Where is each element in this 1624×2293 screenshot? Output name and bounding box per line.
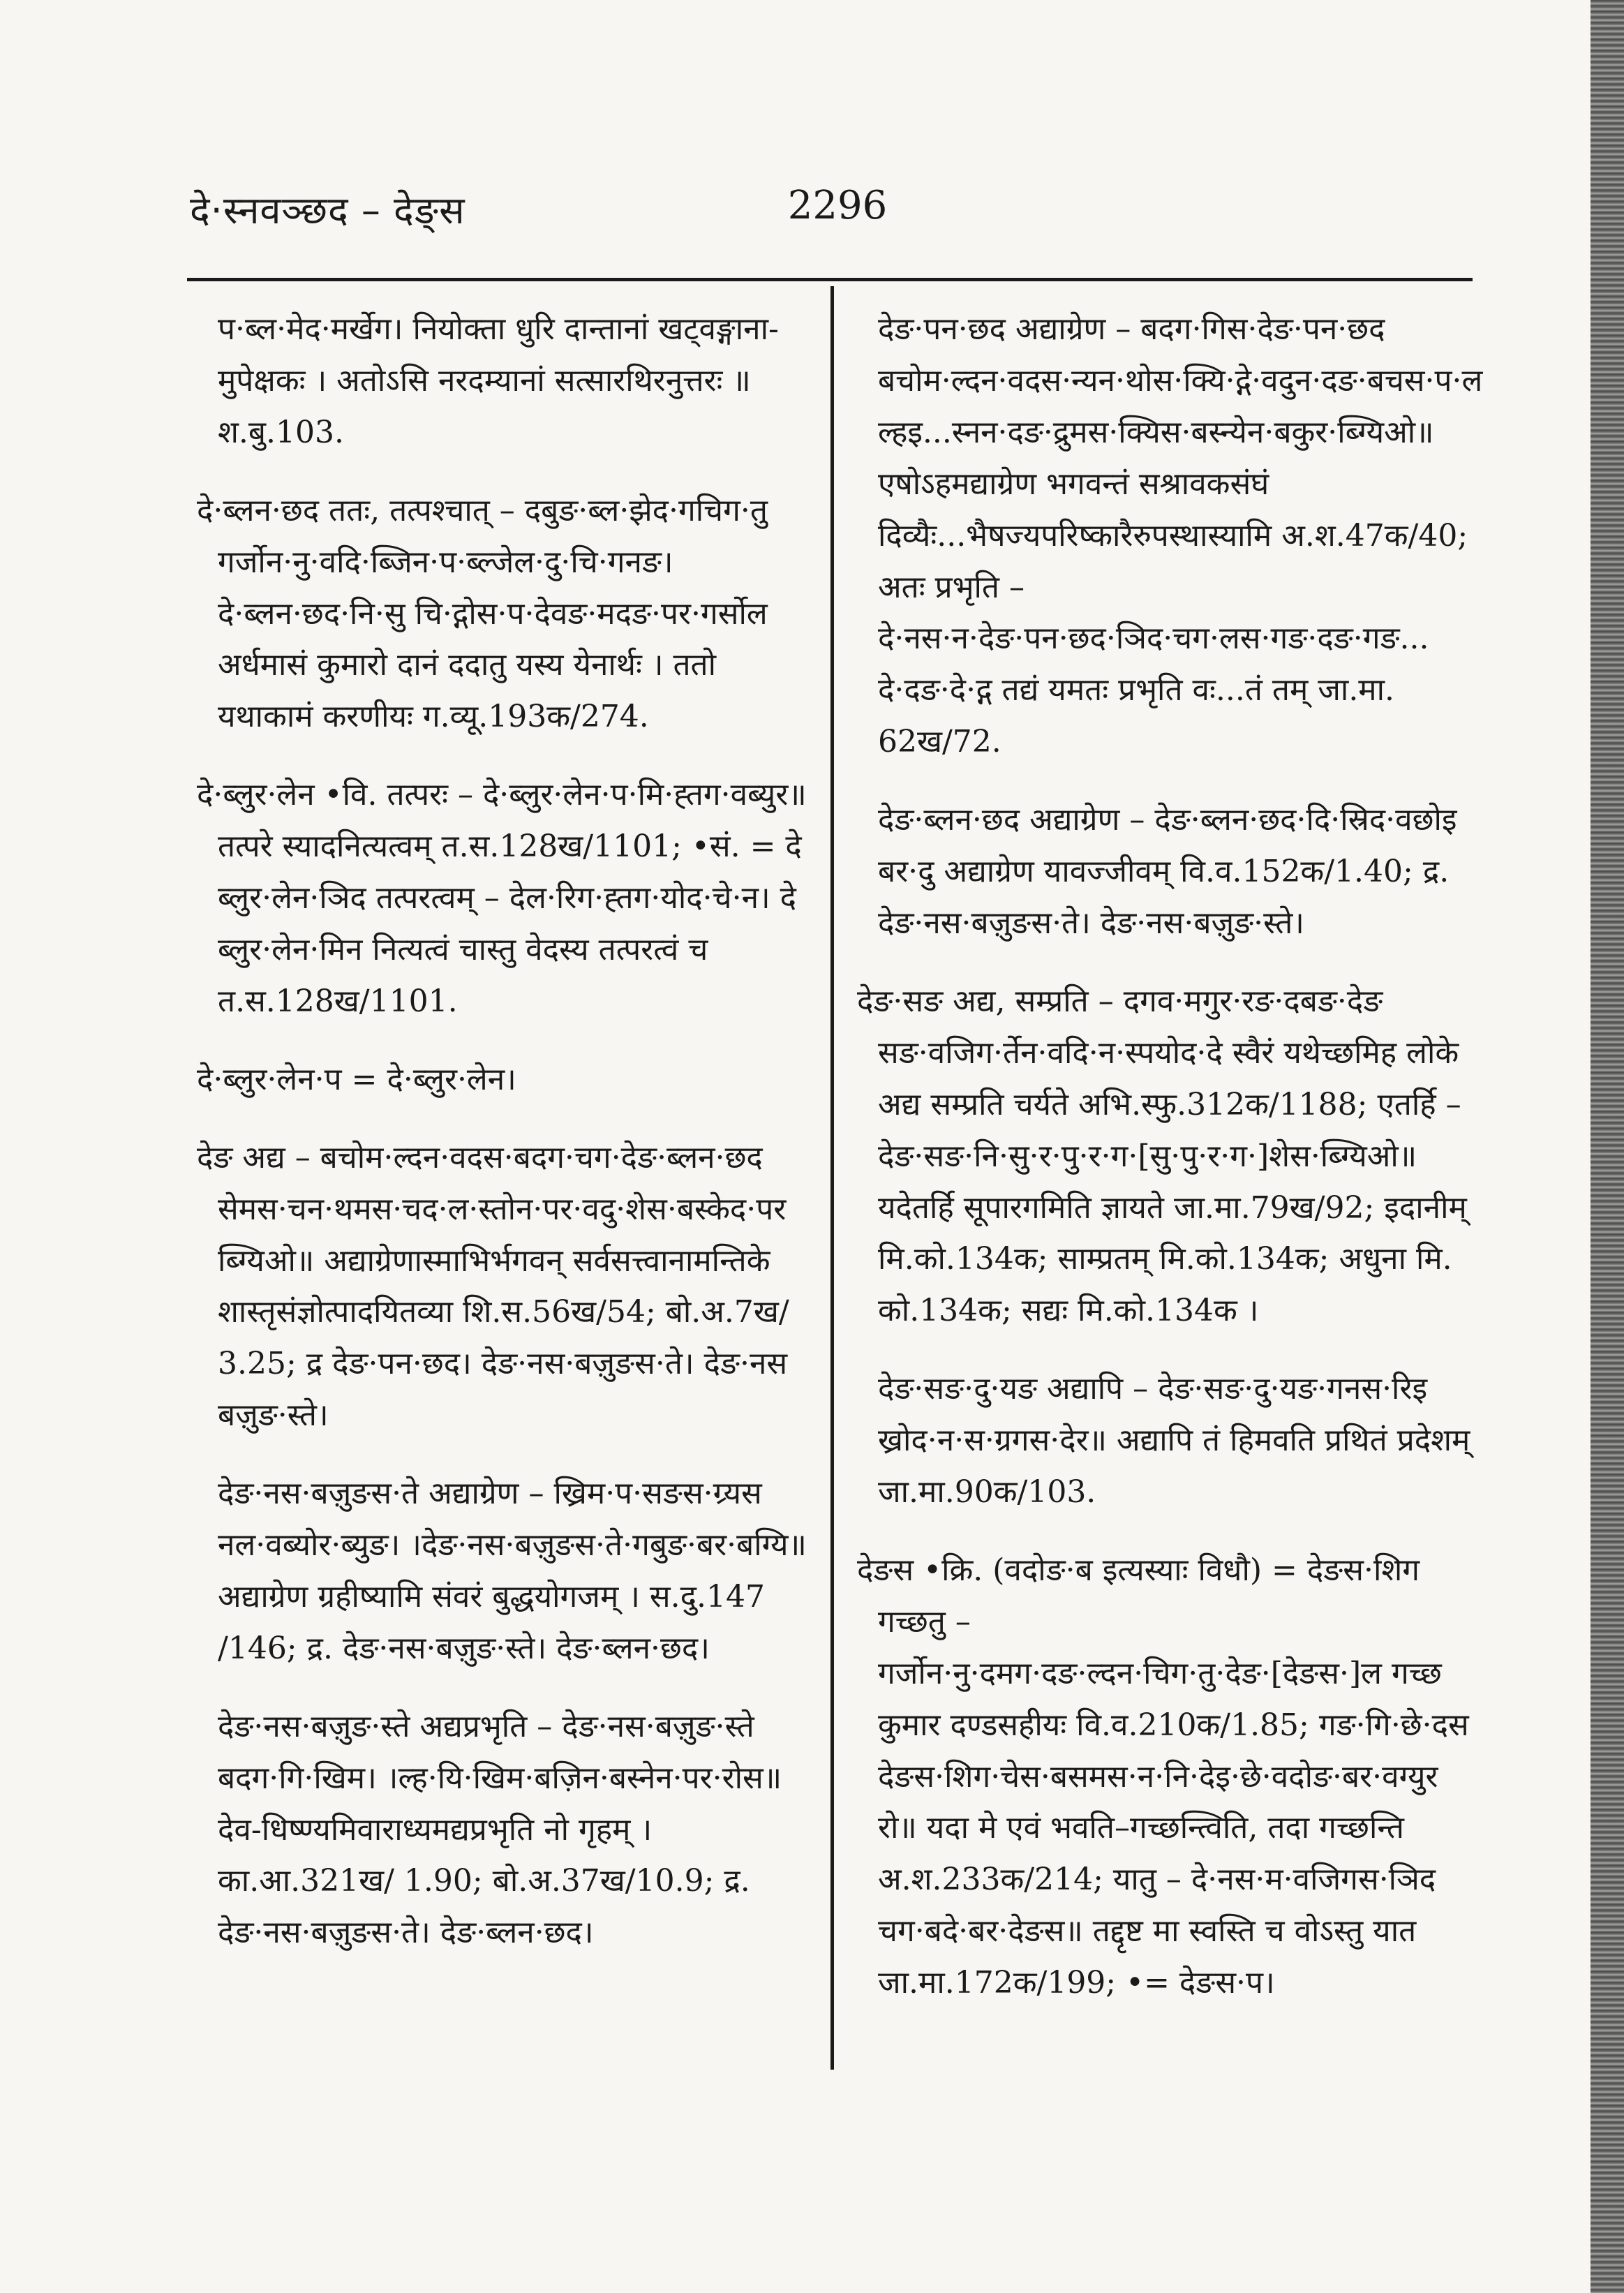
left-entry-2: दे·ब्लुर·लेन •वि. तत्परः – दे·ब्लुर·लेन·प·मि·ह्तग·वब्युर॥ तत्परे स्यादनित्यत्वम् त.स.128ख/1101; •सं. = दे ब्लुर·लेन·ञिद तत्परत्वम् – देल·रिग·ह्तग·योद·चे·न। दे ब्लुर·लेन·मिन नित्यत्वं चास्तु वेदस्य तत्परत्वं च त.स.128ख/1101. [197,777,807,1019]
left-entry-5: देङ·नस·बज़ुङस·ते अद्याग्रेण – ख्रिम·प·सङस·ग्र्यस नल·वब्योर·ब्युङ। ।देङ·नस·बज़ुङस·ते·गबुङ·बर·बग्यि॥ अद्याग्रेण ग्रहीष्यामि संवरं बुद्धयोगजम् । स.दु.147 /146; द्र. देङ·नस·बज़ुङ·स्ते। देङ·ब्लन·छद। [218,1476,807,1666]
right-entry-4: देङस •क्रि. (वदोङ·ब इत्यस्याः विधौ) = देङस·शिग गच्छतु – गर्जोन·नु·दमग·दङ·ल्दन·चिग·तु·देङ·[देङस·]ल गच्छ कुमार दण्डसहीयः वि.व.210क/1.85; गङ·गि·छे·दस देङस·शिग·चेस·बसमस·न·नि·देइ·छे·वदोङ·बर·वग्युर रो॥ यदा मे एवं भवति–गच्छन्त्विति, तदा गच्छन्ति अ.श.233क/214; यातु – दे·नस·म·वजिगस·ञिद चग·बदे·बर·देङस॥ तद्दृष्ट मा स्वस्ति च वोऽस्तु यात जा.मा.172क/199; •= देङस·प। [857,1552,1469,2001]
left-entry-1: दे·ब्लन·छद ततः, तत्पश्चात् – दबुङ·ब्ल·झेद·गचिग·तु गर्जोन·नु·वदि·ब्जिन·प·ब्ल्जेल·दु·चि·गनङ। दे·ब्लन·छद·नि·सु चि·द्गोस·प·देवङ·मदङ·पर·गर्सोल अर्धमासं कुमारो दानं ददातु यस्य येनार्थः । ततो यथाकामं करणीयः ग.व्यू.193क/274. [197,492,768,735]
right-column [857,304,1483,2035]
header-rule [187,278,1473,281]
left-entry-6: देङ·नस·बज़ुङ·स्ते अद्यप्रभृति – देङ·नस·बज़ुङ·स्ते बदग·गि·खिम। ।ल्ह·यि·खिम·बज़िन·बस्नेन·पर·रोस॥ देव-धिष्ण्यमिवाराध्यमद्यप्रभृति नो गृहम् । का.आ.321ख/ 1.90; बो.अ.37ख/10.9; द्र. देङ·नस·बज़ुङस·ते। देङ·ब्लन·छद। [218,1708,782,1951]
left-column [197,304,811,1985]
right-entry-3: देङ·सङ·दु·यङ अद्यापि – देङ·सङ·दु·यङ·गनस·रिइ ख्रोद·न·स·ग्रगस·देर॥ अद्यापि तं हिमवति प्रथितं प्रदेशम् जा.मा.90क/103. [878,1371,1470,1511]
right-entry-0: देङ·पन·छद अद्याग्रेण – बदग·गिस·देङ·पन·छद बचोम·ल्दन·वदस·न्यन·थोस·क्यि·द्गे·वदुन·दङ·बचस·प·ल ल्हइ...स्नन·दङ·द्रुमस·क्यिस·बस्न्येन·बकुर·ब्ग्यिओ॥ एषोऽहमद्याग्रेण भगवन्तं सश्रावकसंघं दिव्यैः...भैषज्यपरिष्कारैरुपस्थास्यामि अ.श.47क/40; अतः प्रभृति – दे·नस·न·देङ·पन·छद·ञिद·चग·लस·गङ·दङ·गङ... दे·दङ·दे·द्ग तद्यं यमतः प्रभृति वः...तं तम् जा.मा. 62ख/72. [878,311,1483,760]
page-edge [1591,0,1624,2293]
running-head: दे·स्नवञ्छद – देङ्स [190,188,465,232]
right-entry-1: देङ·ब्लन·छद अद्याग्रेण – देङ·ब्लन·छद·दि·स्रिद·वछोइ बर·दु अद्याग्रेण यावज्जीवम् वि.व.152क/1.40; द्र. देङ·नस·बज़ुङस·ते। देङ·नस·बज़ुङ·स्ते। [878,802,1457,941]
left-entry-3: दे·ब्लुर·लेन·प = दे·ब्लुर·लेन। [197,1061,516,1097]
column-divider [830,286,834,2070]
left-entry-0: प·ब्ल·मेद·मर्खेग। नियोक्ता धुरि दान्तानां खट्वङ्गाना-मुपेक्षकः । अतोऽसि नरदम्यानां सत्सारथिरनुत्तरः ॥ श.बु.103. [218,311,779,450]
left-entry-4: देङ अद्य – बचोम·ल्दन·वदस·बदग·चग·देङ·ब्लन·छद सेमस·चन·थमस·चद·ल·स्तोन·पर·वदु·शेस·बस्केद·पर ब्ग्यिओ॥ अद्याग्रेणास्माभिर्भगवन् सर्वसत्त्वानामन्तिके शास्तृसंज्ञोत्पादयितव्या शि.स.56ख/54; बो.अ.7ख/ 3.25; द्र देङ·पन·छद। देङ·नस·बज़ुङस·ते। देङ·नस बज़ुङ·स्ते। [197,1139,789,1434]
page-number: 2296 [787,183,888,228]
right-entry-2: देङ·सङ अद्य, सम्प्रति – दगव·मगुर·रङ·दबङ·देङ सङ·वजिग·र्तेन·वदि·न·स्पयोद·दे स्वैरं यथेच्छमिह लोके अद्य सम्प्रति चर्यते अभि.स्फु.312क/1188; एतर्हि – देङ·सङ·नि·सु·र·पु·र·ग·[सु·पु·र·ग·]शेस·ब्ग्यिओ॥ यदेतर्हि सूपारगमिति ज्ञायते जा.मा.79ख/92; इदानीम् मि.को.134क; साम्प्रतम् मि.को.134क; अधुना मि. को.134क; सद्यः मि.को.134क । [857,983,1467,1329]
